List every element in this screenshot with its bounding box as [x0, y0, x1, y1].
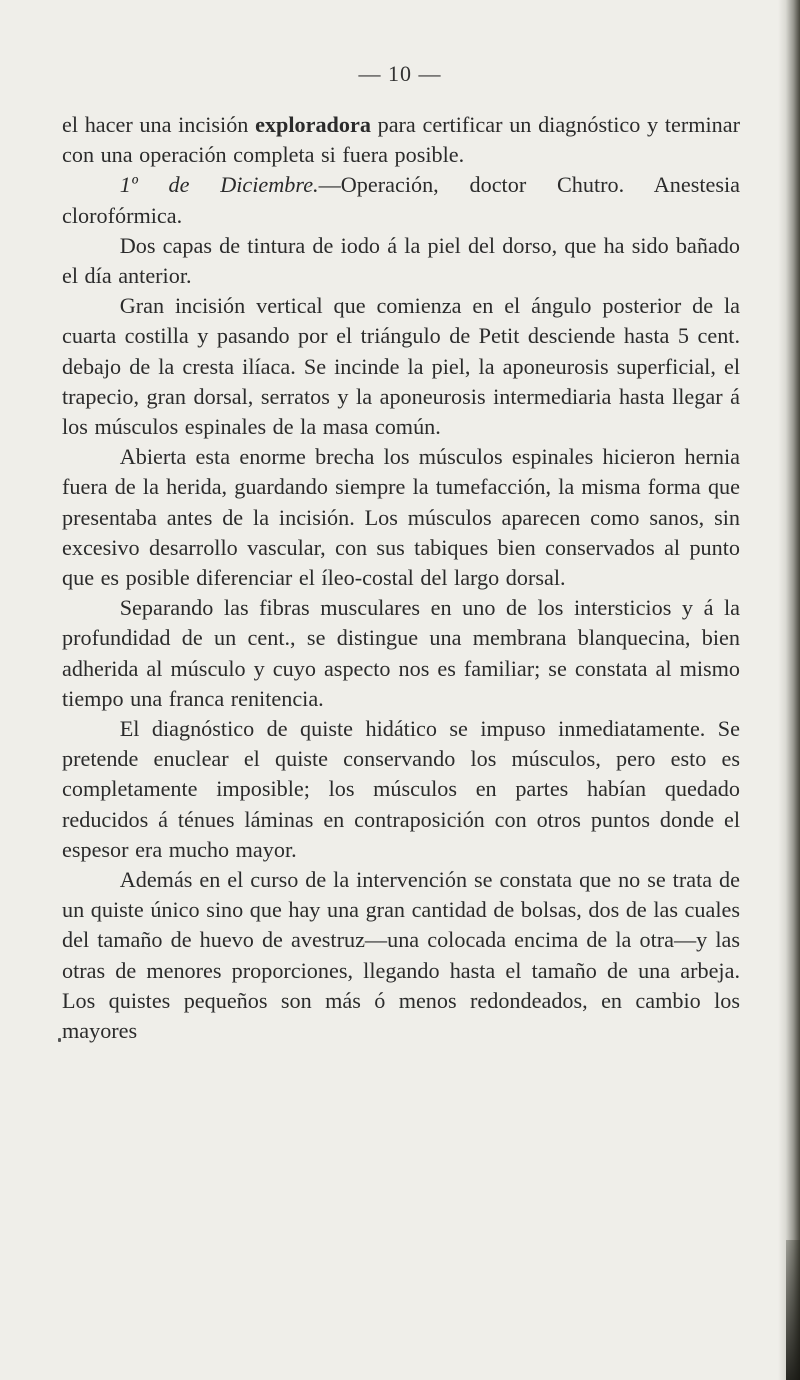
paragraph — [62, 865, 740, 1046]
text-run: —Operación, doctor Chutro. Anestesia clorofórmica. — [62, 172, 740, 228]
paragraph — [62, 170, 740, 230]
page-corner-shadow — [786, 1240, 800, 1380]
text-run: Dos capas de tintura de iodo á la piel del dorso, que ha sido bañado el día anterior. — [62, 232, 740, 289]
text-run: El diagnóstico de quiste hidático se impuso inmediatamente. Se pretende enuclear el quiste conservando los músculos, pero esto es completamente imposible; los músculos en partes habían quedado reducidos á ténues láminas en contraposición con otros puntos donde el espesor era mucho mayor. — [62, 716, 740, 862]
paragraph — [62, 110, 740, 170]
paragraph — [62, 593, 740, 714]
text-run-bold: exploradora — [255, 112, 371, 137]
text-run: Separando las fibras musculares en uno de los intersticios y á la profundidad de un cent., se distingue una membrana blanquecina, bien adherida al músculo y cuyo aspecto nos es familiar; se constata al mismo tiempo una franca renitencia. — [62, 595, 740, 711]
paragraph — [62, 291, 740, 442]
text-run: Además en el curso de la intervención se constata que no se trata de un quiste único sino que hay una gran cantidad de bolsas, dos de las cuales del tamaño de huevo de avestruz—una colocada encima de la otra—y las otras de menores proporciones, llegando hasta el tamaño de una arbeja. Los quistes pequeños son más ó menos redondeados, en cambio los mayores — [62, 867, 740, 1044]
date-heading: 1º de Diciembre. — [119, 172, 319, 198]
body-text — [62, 110, 740, 1046]
page-number: — 10 — — [358, 61, 442, 86]
paragraph — [62, 231, 740, 291]
paragraph — [62, 714, 740, 865]
paragraph — [62, 442, 740, 593]
ink-speck — [58, 1038, 61, 1042]
text-run: para certificar un diagnóstico y terminar con una operación completa si fuera posible. — [62, 112, 740, 168]
text-run: Abierta esta enorme brecha los músculos espinales hicieron hernia fuera de la herida, guardando siempre la tumefacción, la misma forma que presentaba antes de la incisión. Los músculos aparecen como sanos, sin excesivo desarrollo vascular, con sus tabiques bien conservados al punto que es posible diferenciar el íleo-costal del largo dorsal. — [62, 444, 740, 591]
text-run: Gran incisión vertical que comienza en el ángulo posterior de la cuarta costilla y pasando por el triángulo de Petit desciende hasta 5 cent. debajo de la cresta ilíaca. Se incinde la piel, la aponeurosis superficial, el trapecio, gran dorsal, serratos y la aponeurosis intermediaria hasta llegar á los músculos espinales de la masa común. — [62, 293, 740, 440]
text-run: el hacer una incisión — [62, 112, 256, 137]
page-edge-shadow — [778, 0, 800, 1380]
